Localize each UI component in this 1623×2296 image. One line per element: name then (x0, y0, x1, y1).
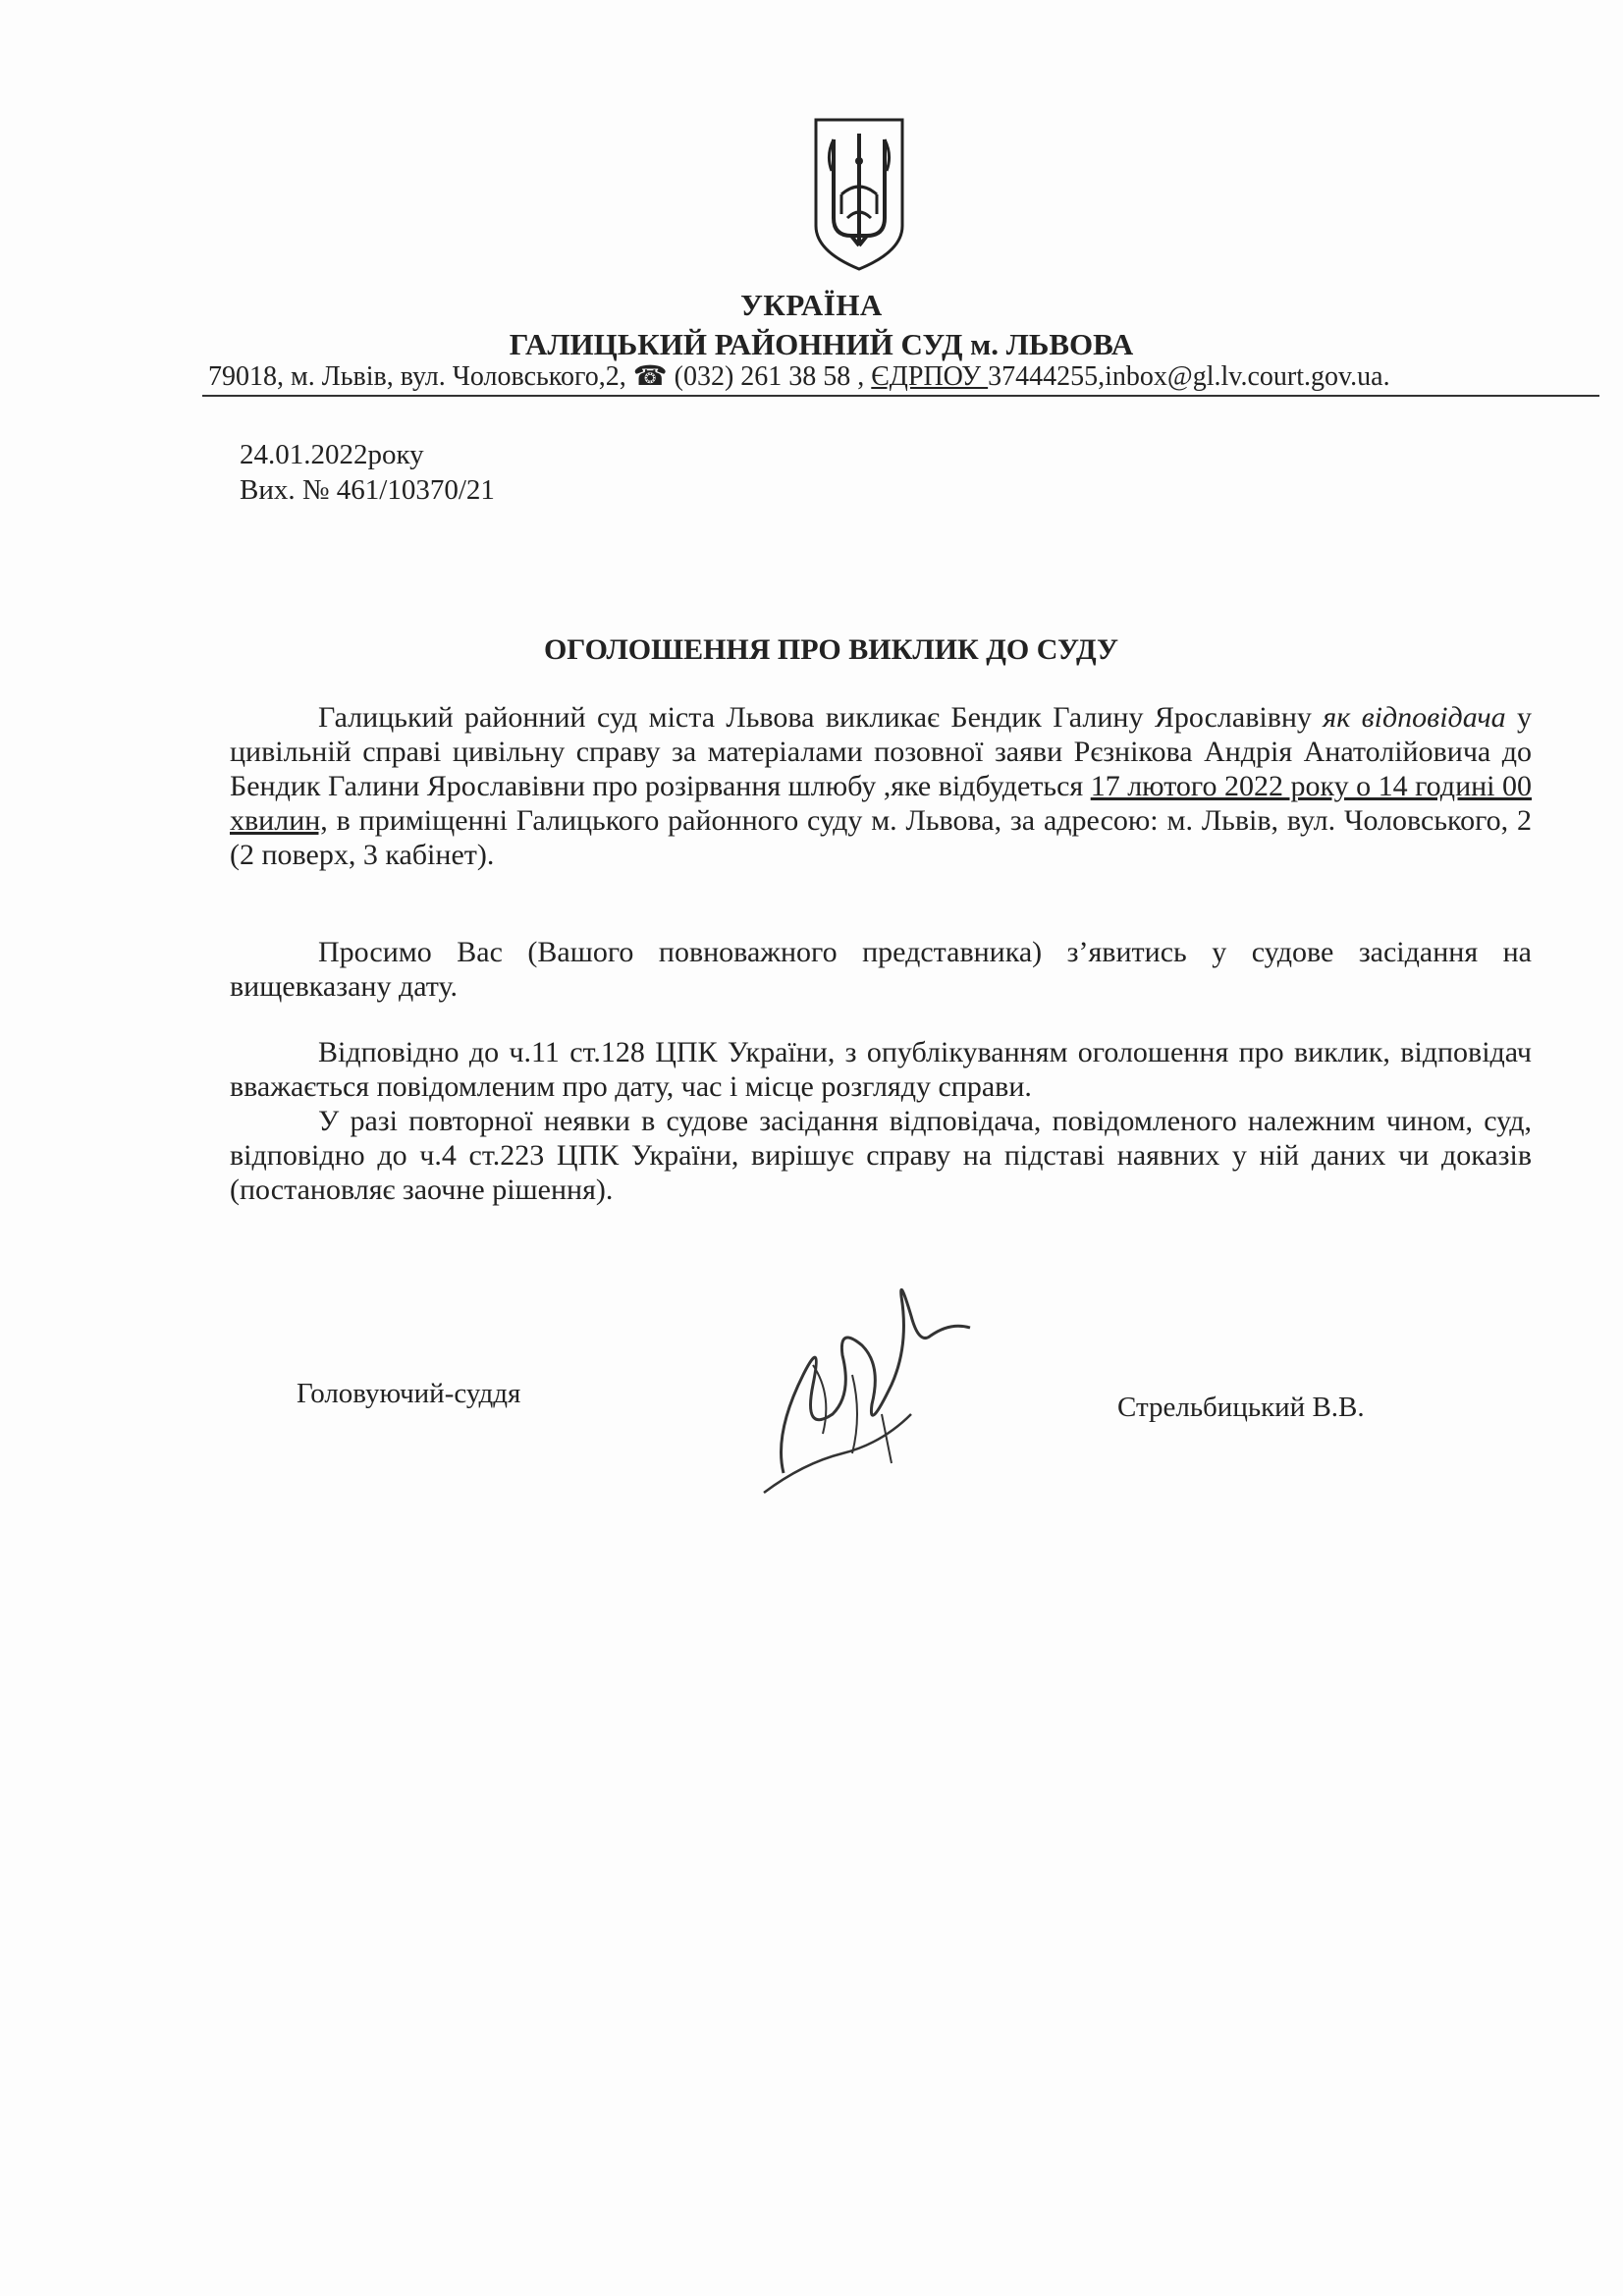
judge-name: Стрельбицький В.В. (1117, 1392, 1365, 1423)
summons-text-part3: в приміщенні Галицького районного суду м. Львова, за адресою: м. Львів, вул. Чоловського, 2 (2 поверх, 3 кабінет). (230, 804, 1532, 871)
request-paragraph: Просимо Вас (Вашого повноважного представника) з’явитись у судове засідання на вищевказану дату. (230, 936, 1532, 1003)
document-heading: ОГОЛОШЕННЯ ПРО ВИКЛИК ДО СУДУ (543, 633, 1119, 666)
separator: , (857, 361, 872, 392)
phone-number: (032) 261 38 58 (674, 361, 858, 392)
outgoing-number: Вих. № 461/10370/21 (240, 474, 495, 506)
summons-text-part2: у цивільній справі цивільну справу за матеріалами позовної заяви Рєзнікова Андрія Анатолійовича до Бендик Галини Ярославівни про розірвання шлюбу ,яке відбудеться (230, 701, 1533, 802)
document-date: 24.01.2022року (240, 439, 424, 470)
handwritten-signature (744, 1267, 990, 1503)
address-prefix: 79018, м. Львів, вул. Чоловського,2, (208, 361, 633, 392)
absence-paragraph: У разі повторної неявки в судове засідання відповідача, повідомленого належним чином, суд, відповідно до ч.4 ст.223 ЦПК України, вирішує справу на підставі наявних у ній даних чи доказів (постановляє заочне рішення). (230, 1105, 1532, 1206)
court-title: ГАЛИЦЬКИЙ РАЙОННИЙ СУД м. ЛЬВОВА (509, 327, 1134, 361)
header-rule (202, 395, 1599, 397)
summons-paragraph (230, 700, 1532, 872)
coat-of-arms-icon (810, 116, 908, 273)
edrpou-label: ЄДРПОУ (871, 361, 989, 392)
legal-notice-paragraph (230, 1035, 1532, 1207)
judge-title: Головуючий-суддя (297, 1378, 521, 1409)
phone-icon: ☎ (632, 361, 668, 392)
country-title: УКРАЇНА (740, 288, 883, 322)
defendant-role: як відповідача (1323, 701, 1506, 734)
court-address-line (208, 359, 1602, 393)
notification-paragraph: Відповідно до ч.11 ст.128 ЦПК України, з опублікуванням оголошення про виклик, відповідач вважається повідомленим про дату, час і місце розгляду справи. (230, 1036, 1532, 1103)
summons-text-part1: Галицький районний суд міста Львова викликає Бендик Галину Ярославівну (318, 701, 1324, 734)
hearing-datetime: 17 лютого 2022 року о 14 годині 00 хвилин, (230, 770, 1533, 837)
address-suffix: 37444255,inbox@gl.lv.court.gov.ua. (988, 361, 1390, 392)
